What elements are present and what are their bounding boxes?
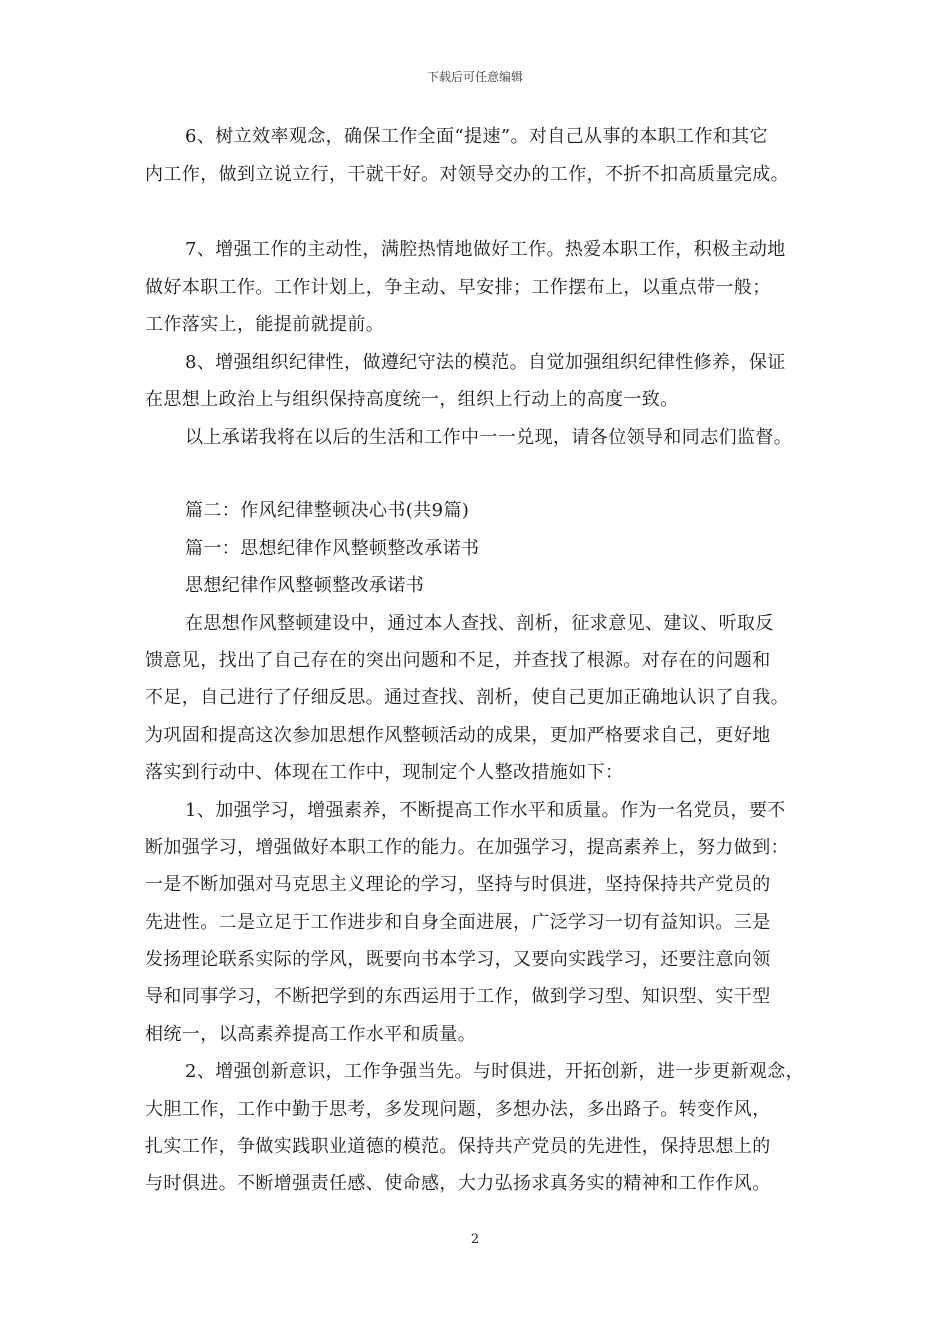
point1-line6: 导和同事学习，不断把学到的东西运用于工作，做到学习型、知识型、实干型 (145, 986, 771, 1007)
section-title: 篇二：作风纪律整顿决心书(共9篇) (185, 500, 470, 521)
point2-line3: 扎实工作，争做实践职业道德的模范。保持共产党员的先进性，保持思想上的 (145, 1136, 771, 1157)
page-header: 下载后可任意编辑 (426, 70, 523, 84)
item7-line2: 做好本职工作。工作计划上，争主动、早安排；工作摆布上，以重点带一般； (145, 277, 771, 298)
point2-line2: 大胆工作，工作中勤于思考，多发现问题，多想办法，多出路子。转变作风， (145, 1099, 771, 1120)
item7-line3: 工作落实上，能提前就提前。 (145, 314, 385, 335)
point1-line7: 相统一，以高素养提高工作水平和质量。 (145, 1024, 477, 1045)
item6-line2: 内工作，做到立说立行，干就干好。对领导交办的工作，不折不扣高质量完成。 (145, 164, 789, 185)
sub-title: 篇一：思想纪律作风整顿整改承诺书 (185, 538, 480, 559)
point1-line2: 断加强学习，增强做好本职工作的能力。在加强学习，提高素养上，努力做到： (145, 837, 789, 858)
point1-line1: 1、加强学习，增强素养，不断提高工作水平和质量。作为一名党员，要不 (185, 800, 786, 821)
item6-line1: 6、树立效率观念，确保工作全面“提速”。对自己从事的本职工作和其它 (185, 126, 769, 147)
intro-line2: 馈意见，找出了自己存在的突出问题和不足，并查找了根源。对存在的问题和 (145, 650, 771, 671)
point1-line5: 发扬理论联系实际的学风，既要向书本学习，又要向实践学习，还要注意向领 (145, 949, 771, 970)
intro-line4: 为巩固和提高这次参加思想作风整顿活动的成果，更加严格要求自己，更好地 (145, 725, 771, 746)
point1-line4: 先进性。二是立足于工作进步和自身全面进展，广泛学习一切有益知识。三是 (145, 912, 771, 933)
point1-line3: 一是不断加强对马克思主义理论的学习，坚持与时俱进，坚持保持共产党员的 (145, 874, 771, 895)
document-title: 思想纪律作风整顿整改承诺书 (185, 575, 425, 596)
page-number: 2 (470, 1232, 480, 1247)
point2-line4: 与时俱进。不断增强责任感、使命感，大力弘扬求真务实的精神和工作作风。 (145, 1173, 771, 1194)
closing-statement: 以上承诺我将在以后的生活和工作中一一兑现，请各位领导和同志们监督。 (185, 427, 793, 448)
intro-line3: 不足，自己进行了仔细反思。通过查找、剖析，使自己更加正确地认识了自我。 (145, 687, 789, 708)
intro-line1: 在思想作风整顿建设中，通过本人查找、剖析，征求意见、建议、听取反 (185, 613, 774, 634)
item8-line2: 在思想上政治上与组织保持高度统一，组织上行动上的高度一致。 (145, 389, 679, 410)
point2-line1: 2、增强创新意识，工作争强当先。与时俱进，开拓创新，进一步更新观念， (185, 1061, 805, 1082)
intro-line5: 落实到行动中、体现在工作中，现制定个人整改措施如下： (145, 762, 624, 783)
item7-line1: 7、增强工作的主动性，满腔热情地做好工作。热爱本职工作，积极主动地 (185, 239, 786, 260)
item8-line1: 8、增强组织纪律性，做遵纪守法的模范。自觉加强组织纪律性修养，保证 (185, 352, 786, 373)
